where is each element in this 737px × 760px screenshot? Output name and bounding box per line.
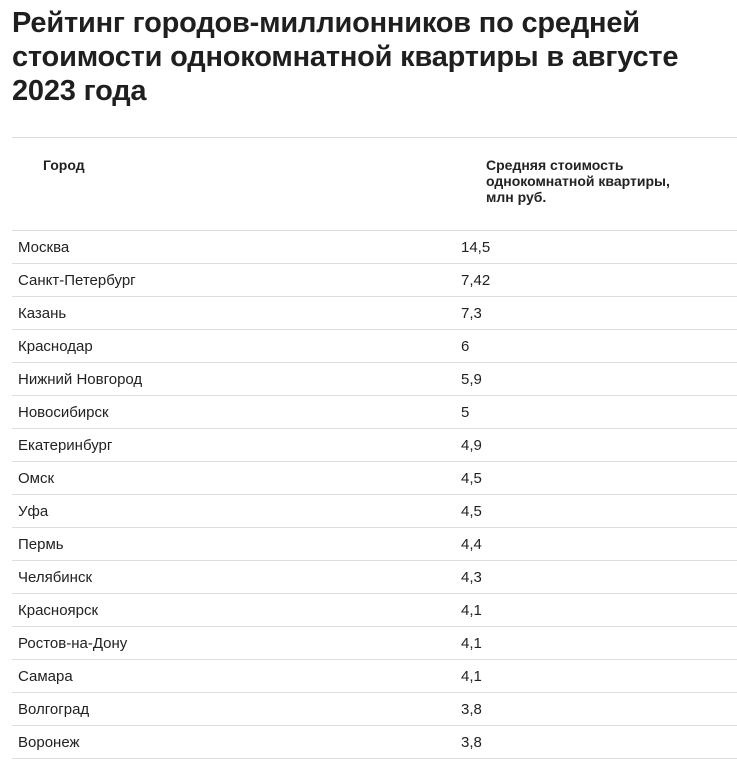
cell-city: Краснодар bbox=[18, 337, 93, 355]
cell-city: Москва bbox=[18, 238, 70, 256]
cell-price: 4,3 bbox=[461, 568, 482, 586]
cell-city: Самара bbox=[18, 667, 73, 685]
table-row bbox=[12, 429, 737, 462]
table-row bbox=[12, 561, 737, 594]
table-row bbox=[12, 363, 737, 396]
table-row bbox=[12, 396, 737, 429]
cell-price: 4,1 bbox=[461, 601, 482, 619]
cell-city: Казань bbox=[18, 304, 67, 322]
header-price-line: млн руб. bbox=[486, 189, 547, 205]
table-header bbox=[12, 138, 737, 231]
cell-price: 6 bbox=[461, 337, 470, 355]
table-row bbox=[12, 330, 737, 363]
cell-price: 4,9 bbox=[461, 436, 482, 454]
cell-city: Санкт-Петербург bbox=[18, 271, 136, 289]
cell-price: 4,4 bbox=[461, 535, 482, 553]
cell-price: 7,3 bbox=[461, 304, 482, 322]
table-row bbox=[12, 264, 737, 297]
cell-city: Уфа bbox=[18, 502, 49, 520]
cell-city: Новосибирск bbox=[18, 403, 109, 421]
cell-city: Челябинск bbox=[18, 568, 93, 586]
cell-price: 5,9 bbox=[461, 370, 482, 388]
table-row bbox=[12, 231, 737, 264]
cell-city: Омск bbox=[18, 469, 55, 487]
table-row bbox=[12, 462, 737, 495]
table-row bbox=[12, 693, 737, 726]
page-title: Рейтинг городов-миллионников по средней стоимости однокомнатной квартиры в августе 2023 года bbox=[12, 7, 679, 107]
cell-price: 5 bbox=[461, 403, 470, 421]
table-row bbox=[12, 297, 737, 330]
table-row bbox=[12, 660, 737, 693]
table-row bbox=[12, 726, 737, 759]
cell-price: 14,5 bbox=[461, 238, 491, 256]
cell-city: Екатеринбург bbox=[18, 436, 113, 454]
header-price-line: Средняя стоимость bbox=[486, 157, 624, 173]
cell-price: 3,8 bbox=[461, 700, 482, 718]
cell-price: 4,1 bbox=[461, 667, 482, 685]
table-row bbox=[12, 627, 737, 660]
cell-price: 4,5 bbox=[461, 469, 482, 487]
ranking-table bbox=[12, 137, 737, 759]
header-price bbox=[454, 138, 737, 230]
cell-city: Волгоград bbox=[18, 700, 90, 718]
cell-price: 4,5 bbox=[461, 502, 482, 520]
cell-city: Ростов-на-Дону bbox=[18, 634, 128, 652]
cell-price: 3,8 bbox=[461, 733, 482, 751]
table-row bbox=[12, 528, 737, 561]
cell-city: Воронеж bbox=[18, 733, 80, 751]
cell-price: 7,42 bbox=[461, 271, 491, 289]
cell-city: Красноярск bbox=[18, 601, 99, 619]
cell-price: 4,1 bbox=[461, 634, 482, 652]
header-price-line: однокомнатной квартиры, bbox=[486, 173, 670, 189]
table-row bbox=[12, 594, 737, 627]
cell-city: Нижний Новгород bbox=[18, 370, 143, 388]
cell-city: Пермь bbox=[18, 535, 64, 553]
header-city: Город bbox=[43, 157, 85, 173]
table-body bbox=[12, 231, 737, 759]
table-row bbox=[12, 495, 737, 528]
